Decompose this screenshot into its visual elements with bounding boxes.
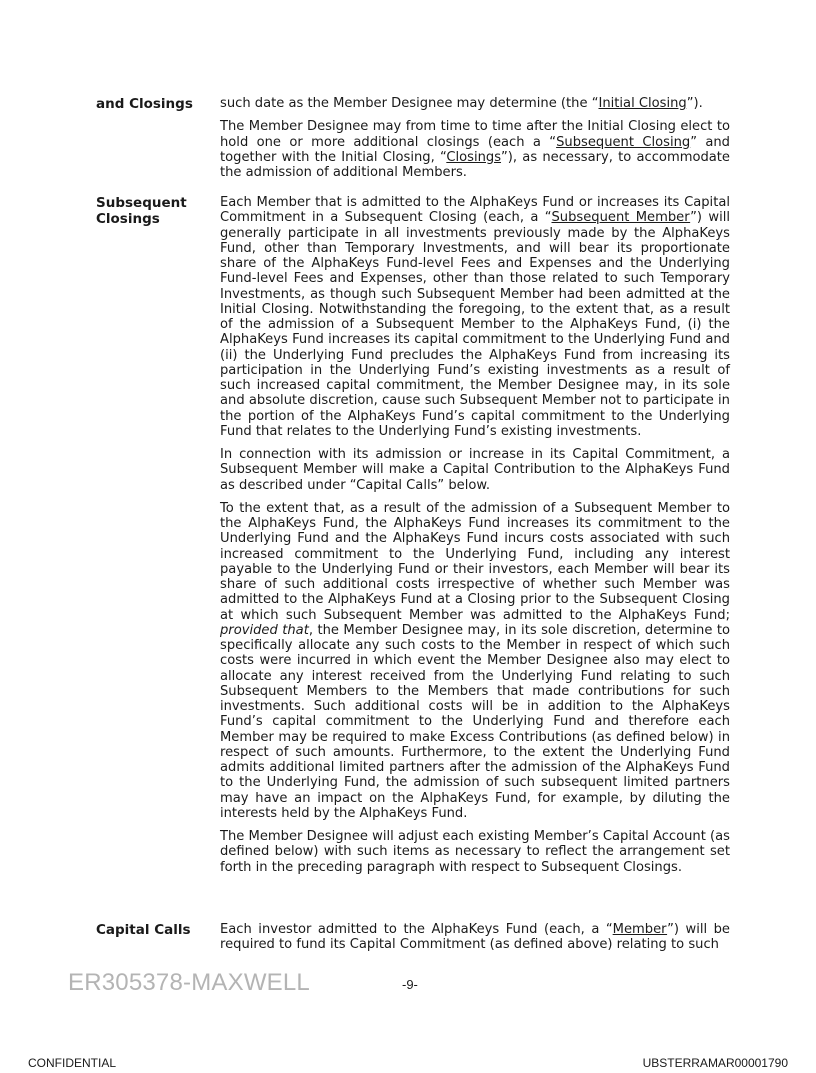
section-content-capital-calls — [220, 922, 730, 961]
paragraph: Each investor admitted to the AlphaKeys Fund (each, a “Member”) will be required to fund its Capital Commitment (as defined above) relating to such — [220, 922, 730, 953]
defined-term: Subsequent Member — [551, 210, 691, 226]
paragraph: In connection with its admission or increase in its Capital Commitment, a Subsequent Member will make a Capital Contribution to the AlphaKeys Fund as described under “Capital Calls” below. — [220, 447, 730, 493]
section-label-subsequent-closings: Subsequent Closings — [96, 195, 187, 227]
confidential-label: CONFIDENTIAL — [28, 1056, 117, 1070]
defined-term: Subsequent Closing — [556, 134, 691, 150]
page-number: -9- — [402, 977, 418, 992]
paragraph: To the extent that, as a result of the admission of a Subsequent Member to the AlphaKeys Fund, the AlphaKeys Fund increases its commitment to the Underlying Fund and the AlphaKeys Fund incurs costs associated with such increased commitment to the Underlying Fund, including any interest payable to the Underlying Fund or their investors, each Member will bear its share of such additional costs irrespective of whether such Member was admitted to the AlphaKeys Fund at a Closing prior to the Subsequent Closing at which such Subsequent Member was admitted to the AlphaKeys Fund; provided that, the Member Designee may, in its sole discretion, determine to specifically allocate any such costs to the Member in respect of which such costs were incurred in which event the Member Designee also may elect to allocate any interest received from the Underlying Fund relating to such Subsequent Members to the Members that made contributions for such investments. Such additional costs will be in addition to the AlphaKeys Fund’s capital commitment to the Underlying Fund and therefore each Member may be required to make Excess Contributions (as defined below) in respect of such amounts. Furthermore, to the extent the Underlying Fund admits additional limited partners after the admission of the AlphaKeys Fund to the Underlying Fund, the admission of such subsequent limited partners may have an impact on the AlphaKeys Fund, for example, by diluting the interests held by the AlphaKeys Fund. — [220, 500, 730, 821]
section-content-initial-closing — [220, 96, 730, 188]
paragraph: Each Member that is admitted to the AlphaKeys Fund or increases its Capital Commitment in a Subsequent Closing (each, a “Subsequent Member”) will generally participate in all investments previously made by the AlphaKeys Fund, other than Temporary Investments, and will bear its proportionate share of the AlphaKeys Fund-level Fees and Expenses and the Underlying Fund-level Fees and Expenses, other than those related to such Temporary Investments, as though such Subsequent Member had been admitted at the Initial Closing. Notwithstanding the foregoing, to the extent that, as a result of the admission of a Subsequent Member to the AlphaKeys Fund, (i) the AlphaKeys Fund increases its capital commitment to the Underlying Fund and (ii) the Underlying Fund precludes the AlphaKeys Fund from increasing its participation in the Underlying Fund’s existing investments as a result of such increased capital commitment, the Member Designee may, in its sole and absolute discretion, cause such Subsequent Member not to participate in the portion of the AlphaKeys Fund’s capital commitment to the Underlying Fund that relates to the Underlying Fund’s existing investments. — [220, 195, 731, 439]
section-label-capital-calls: Capital Calls — [96, 922, 191, 938]
paragraph: such date as the Member Designee may determine (the “Initial Closing”). — [220, 96, 703, 111]
document-id-stamp: ER305378-MAXWELL — [68, 969, 310, 996]
paragraph: The Member Designee will adjust each existing Member’s Capital Account (as defined below) with such items as necessary to reflect the arrangement set forth in the preceding paragraph with respect to Subsequent Closings. — [220, 829, 730, 875]
section-content-subsequent-closings — [220, 195, 730, 883]
section-label-initial-closing: and Closings — [96, 96, 193, 112]
defined-term: Initial Closing — [598, 96, 687, 111]
defined-term: Closings — [446, 149, 502, 165]
italic-term: provided that — [220, 622, 309, 638]
paragraph: The Member Designee may from time to time after the Initial Closing elect to hold one or more additional closings (each a “Subsequent Closing” and together with the Initial Closing, “Closings”), as necessary, to accommodate the admission of additional Members. — [220, 119, 730, 180]
defined-term: Member — [612, 922, 668, 937]
bates-number: UBSTERRAMAR00001790 — [642, 1056, 788, 1070]
